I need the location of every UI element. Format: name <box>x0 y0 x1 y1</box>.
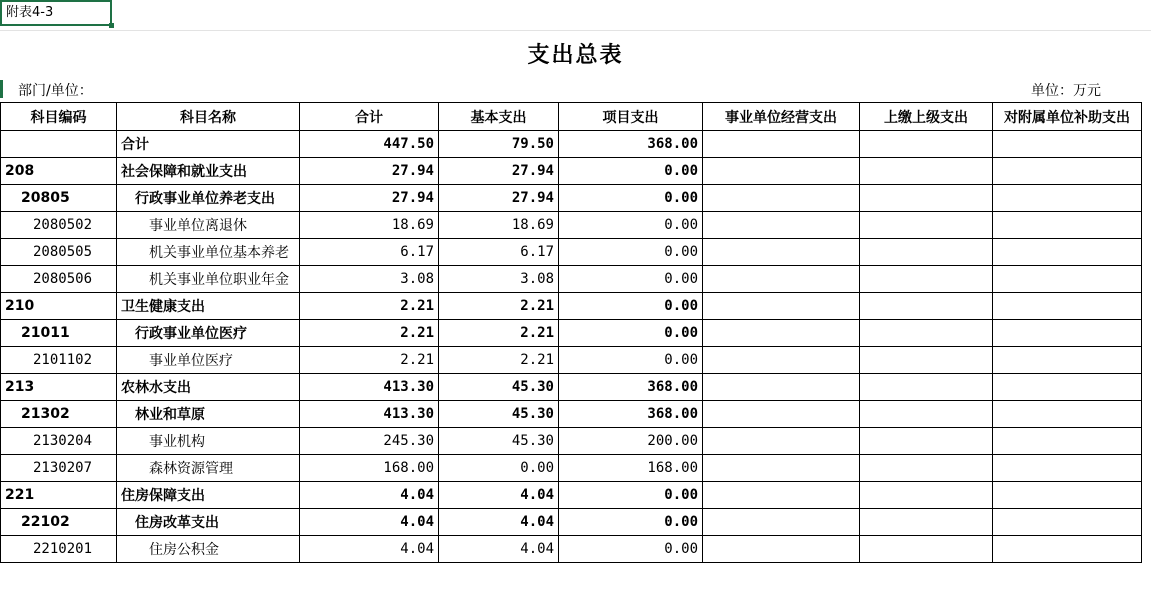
cell-total[interactable]: 245.30 <box>300 428 439 455</box>
cell-biz[interactable] <box>703 401 860 428</box>
cell-upper[interactable] <box>860 401 993 428</box>
cell-basic[interactable]: 4.04 <box>439 509 559 536</box>
cell-biz[interactable] <box>703 293 860 320</box>
cell-code[interactable]: 2101102 <box>1 347 117 374</box>
cell-upper[interactable] <box>860 374 993 401</box>
cell-name[interactable]: 住房公积金 <box>117 536 300 563</box>
cell-basic[interactable]: 45.30 <box>439 428 559 455</box>
cell-biz[interactable] <box>703 536 860 563</box>
cell-total[interactable]: 27.94 <box>300 158 439 185</box>
cell-sub[interactable] <box>993 131 1142 158</box>
cell-name[interactable]: 事业单位医疗 <box>117 347 300 374</box>
cell-upper[interactable] <box>860 266 993 293</box>
cell-code[interactable]: 2210201 <box>1 536 117 563</box>
cell-project[interactable]: 0.00 <box>559 347 703 374</box>
table-row <box>1 428 1142 455</box>
cell-name[interactable]: 卫生健康支出 <box>117 293 300 320</box>
cell-basic[interactable]: 27.94 <box>439 185 559 212</box>
table-row <box>1 266 1142 293</box>
cell-biz[interactable] <box>703 158 860 185</box>
cell-code[interactable]: 208 <box>1 158 117 185</box>
cell-basic[interactable]: 2.21 <box>439 320 559 347</box>
cell-total[interactable]: 2.21 <box>300 293 439 320</box>
cell-upper[interactable] <box>860 185 993 212</box>
table-row <box>1 455 1142 482</box>
cell-name[interactable]: 行政事业单位医疗 <box>117 320 300 347</box>
cell-biz[interactable] <box>703 266 860 293</box>
cell-name[interactable]: 森林资源管理 <box>117 455 300 482</box>
cell-upper[interactable] <box>860 347 993 374</box>
cell-sub[interactable] <box>993 428 1142 455</box>
header-cell[interactable]: 基本支出 <box>439 103 559 131</box>
cell-biz[interactable] <box>703 320 860 347</box>
cell-upper[interactable] <box>860 482 993 509</box>
cell-upper[interactable] <box>860 536 993 563</box>
cell-sub[interactable] <box>993 455 1142 482</box>
cell-total[interactable]: 3.08 <box>300 266 439 293</box>
cell-code[interactable]: 210 <box>1 293 117 320</box>
cell-project[interactable]: 0.00 <box>559 239 703 266</box>
cell-sub[interactable] <box>993 347 1142 374</box>
cell-total[interactable]: 413.30 <box>300 374 439 401</box>
cell-biz[interactable] <box>703 347 860 374</box>
cell-code[interactable]: 21302 <box>1 401 117 428</box>
cell-name[interactable]: 社会保障和就业支出 <box>117 158 300 185</box>
table-row <box>1 239 1142 266</box>
cell-name[interactable]: 机关事业单位基本养老 <box>117 239 300 266</box>
cell-project[interactable]: 0.00 <box>559 509 703 536</box>
cell-basic[interactable]: 79.50 <box>439 131 559 158</box>
cell-basic[interactable]: 2.21 <box>439 293 559 320</box>
table-body <box>1 131 1142 563</box>
cell-biz[interactable] <box>703 185 860 212</box>
cell-basic[interactable]: 27.94 <box>439 158 559 185</box>
cell-total[interactable]: 27.94 <box>300 185 439 212</box>
table-row <box>1 536 1142 563</box>
cell-project[interactable]: 0.00 <box>559 158 703 185</box>
unit-label: 单位：万元 <box>1031 83 1101 99</box>
cell-code[interactable]: 2080505 <box>1 239 117 266</box>
header-cell[interactable]: 科目名称 <box>117 103 300 131</box>
header-cell[interactable]: 科目编码 <box>1 103 117 131</box>
header-cell[interactable]: 事业单位经营支出 <box>703 103 860 131</box>
cell-sub[interactable] <box>993 185 1142 212</box>
cell-project[interactable]: 368.00 <box>559 374 703 401</box>
cell-code[interactable]: 213 <box>1 374 117 401</box>
cell-basic[interactable]: 4.04 <box>439 536 559 563</box>
table-row <box>1 212 1142 239</box>
cell-project[interactable]: 0.00 <box>559 536 703 563</box>
cell-basic[interactable]: 3.08 <box>439 266 559 293</box>
cell-name[interactable]: 事业机构 <box>117 428 300 455</box>
table-row <box>1 509 1142 536</box>
cell-upper[interactable] <box>860 428 993 455</box>
expenditure-table <box>0 102 1142 563</box>
cell-project[interactable]: 0.00 <box>559 293 703 320</box>
cell-total[interactable]: 2.21 <box>300 320 439 347</box>
cell-sub[interactable] <box>993 266 1142 293</box>
cell-sub[interactable] <box>993 374 1142 401</box>
cell-sub[interactable] <box>993 401 1142 428</box>
cell-name[interactable]: 住房保障支出 <box>117 482 300 509</box>
cell-upper[interactable] <box>860 509 993 536</box>
table-row <box>1 347 1142 374</box>
cell-upper[interactable] <box>860 212 993 239</box>
cell-total[interactable]: 447.50 <box>300 131 439 158</box>
cell-total[interactable]: 4.04 <box>300 482 439 509</box>
header-cell[interactable]: 项目支出 <box>559 103 703 131</box>
cell-sub[interactable] <box>993 293 1142 320</box>
cell-basic[interactable]: 0.00 <box>439 455 559 482</box>
cell-total[interactable]: 4.04 <box>300 509 439 536</box>
cell-project[interactable]: 0.00 <box>559 212 703 239</box>
table-row <box>1 293 1142 320</box>
cell-biz[interactable] <box>703 239 860 266</box>
top-grid-row <box>0 0 1151 31</box>
cell-sub[interactable] <box>993 212 1142 239</box>
page-title: 支出总表 <box>527 42 624 68</box>
cell-total[interactable]: 168.00 <box>300 455 439 482</box>
cell-project[interactable]: 0.00 <box>559 266 703 293</box>
table-row <box>1 374 1142 401</box>
cell-basic[interactable]: 45.30 <box>439 374 559 401</box>
table-row <box>1 482 1142 509</box>
cell-biz[interactable] <box>703 509 860 536</box>
cell-total[interactable]: 18.69 <box>300 212 439 239</box>
cell-project[interactable]: 0.00 <box>559 482 703 509</box>
cell-name[interactable]: 合计 <box>117 131 300 158</box>
cell-total[interactable]: 413.30 <box>300 401 439 428</box>
cell-sub[interactable] <box>993 536 1142 563</box>
cell-biz[interactable] <box>703 212 860 239</box>
cell-code[interactable]: 21011 <box>1 320 117 347</box>
cell-basic[interactable]: 6.17 <box>439 239 559 266</box>
cell-code[interactable]: 20805 <box>1 185 117 212</box>
cell-code[interactable]: 221 <box>1 482 117 509</box>
cell-biz[interactable] <box>703 455 860 482</box>
cell-sub[interactable] <box>993 509 1142 536</box>
cell-name[interactable]: 机关事业单位职业年金 <box>117 266 300 293</box>
cell-name[interactable]: 住房改革支出 <box>117 509 300 536</box>
cell-upper[interactable] <box>860 293 993 320</box>
cell-name[interactable]: 林业和草原 <box>117 401 300 428</box>
cell-upper[interactable] <box>860 320 993 347</box>
cell-project[interactable]: 0.00 <box>559 320 703 347</box>
cell-basic[interactable]: 18.69 <box>439 212 559 239</box>
header-cell[interactable]: 合计 <box>300 103 439 131</box>
cell-project[interactable]: 0.00 <box>559 185 703 212</box>
cell-code[interactable]: 2080506 <box>1 266 117 293</box>
cell-project[interactable]: 200.00 <box>559 428 703 455</box>
cell-name[interactable]: 行政事业单位养老支出 <box>117 185 300 212</box>
cell-project[interactable]: 168.00 <box>559 455 703 482</box>
cell-code[interactable]: 2130204 <box>1 428 117 455</box>
header-cell[interactable]: 对附属单位补助支出 <box>993 103 1142 131</box>
cell-upper[interactable] <box>860 131 993 158</box>
cell-code[interactable]: 2080502 <box>1 212 117 239</box>
header-row <box>1 103 1142 131</box>
dept-label: 部门/单位： <box>18 83 93 99</box>
cell-project[interactable]: 368.00 <box>559 131 703 158</box>
cell-basic[interactable]: 4.04 <box>439 482 559 509</box>
cell-name[interactable]: 事业单位离退休 <box>117 212 300 239</box>
cell-upper[interactable] <box>860 158 993 185</box>
cell-basic[interactable]: 45.30 <box>439 401 559 428</box>
cell-biz[interactable] <box>703 428 860 455</box>
table-row <box>1 185 1142 212</box>
table-row <box>1 401 1142 428</box>
table-row <box>1 158 1142 185</box>
cell-code[interactable] <box>1 131 117 158</box>
cell-sub[interactable] <box>993 158 1142 185</box>
cell-project[interactable]: 368.00 <box>559 401 703 428</box>
cell-total[interactable]: 2.21 <box>300 347 439 374</box>
cell-biz[interactable] <box>703 131 860 158</box>
cell-biz[interactable] <box>703 374 860 401</box>
cell-code[interactable]: 2130207 <box>1 455 117 482</box>
table-row <box>1 320 1142 347</box>
cell-basic[interactable]: 2.21 <box>439 347 559 374</box>
cell-code[interactable]: 22102 <box>1 509 117 536</box>
cell-sub[interactable] <box>993 239 1142 266</box>
cell-sub[interactable] <box>993 320 1142 347</box>
row-selection-marker <box>0 80 3 98</box>
cell-total[interactable]: 6.17 <box>300 239 439 266</box>
cell-sub[interactable] <box>993 482 1142 509</box>
cell-upper[interactable] <box>860 239 993 266</box>
table-row <box>1 131 1142 158</box>
cell-name[interactable]: 农林水支出 <box>117 374 300 401</box>
cell-upper[interactable] <box>860 455 993 482</box>
header-cell[interactable]: 上缴上级支出 <box>860 103 993 131</box>
selected-cell-a1[interactable]: 附表4-3 <box>0 0 112 26</box>
cell-biz[interactable] <box>703 482 860 509</box>
cell-total[interactable]: 4.04 <box>300 536 439 563</box>
